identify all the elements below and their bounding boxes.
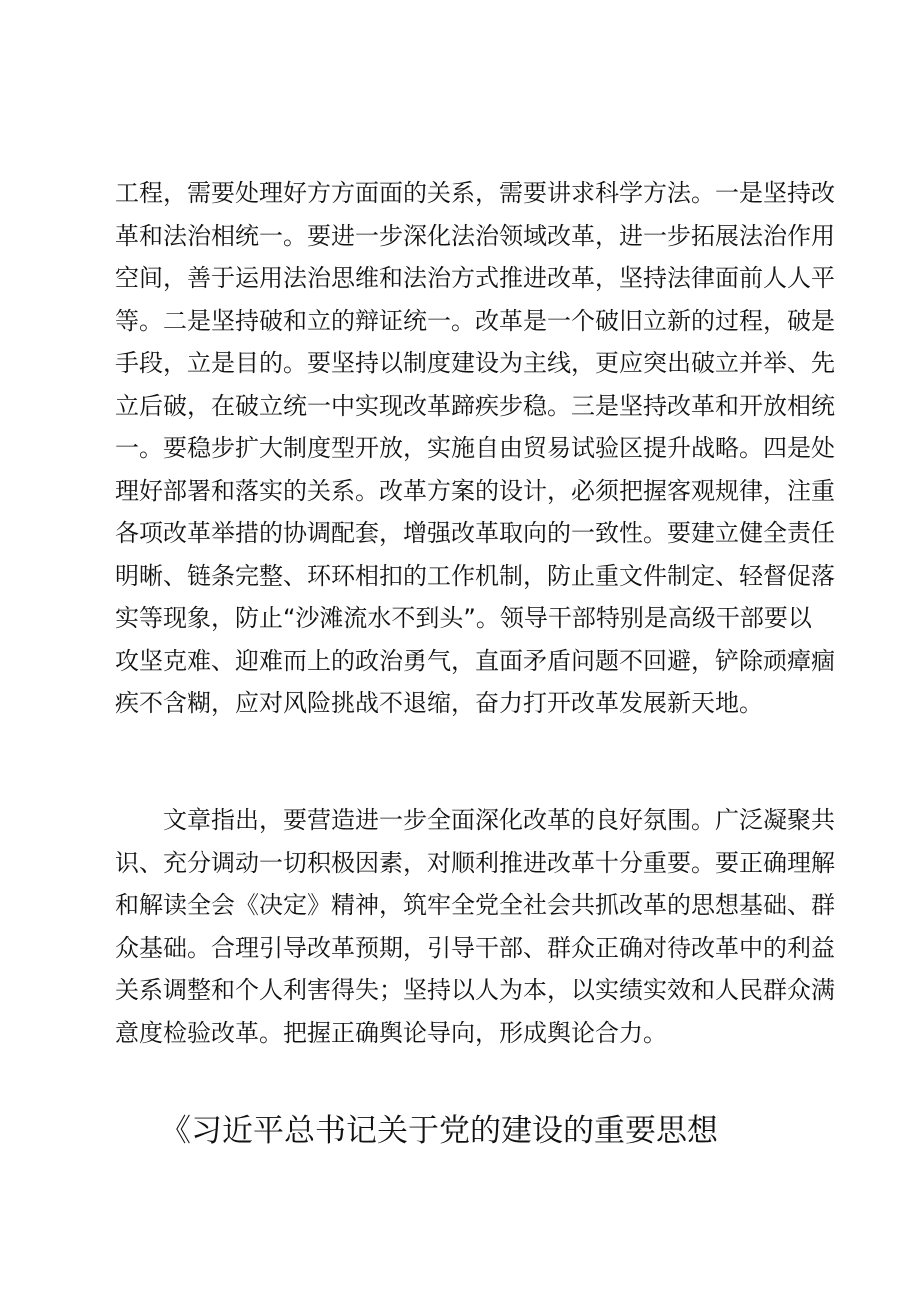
- body-paragraph-2: [115, 799, 835, 1054]
- text-line: 等。二是坚持破和立的辩证统一。改革是一个破旧立新的过程，破是: [115, 306, 835, 335]
- text-line: 关系调整和个人利害得失；坚持以人为本，以实绩实效和人民群众满: [115, 976, 835, 1004]
- text-line: 众基础。合理引导改革预期，引导干部、群众正确对待改革中的利益: [115, 933, 835, 962]
- text-line: 各项改革举措的协调配套，增强改革取向的一致性。要建立健全责任: [115, 519, 835, 547]
- text-line: 空间，善于运用法治思维和法治方式推进改革，坚持法律面前人人平: [115, 264, 835, 292]
- text-line: 立后破，在破立统一中实现改革蹄疾步稳。三是坚持改革和开放相统: [115, 391, 835, 420]
- text-line: 识、充分调动一切积极因素，对顺利推进改革十分重要。要正确理解: [115, 848, 835, 877]
- text-line: 理好部署和落实的关系。改革方案的设计，必须把握客观规律，注重: [115, 476, 835, 505]
- text-line: 实等现象，防止“沙滩流水不到头”。领导干部特别是高级干部要以: [115, 604, 812, 632]
- text-line: 革和法治相统一。要进一步深化法治领域改革，进一步拓展法治作用: [115, 221, 835, 250]
- text-line: 疾不含糊，应对风险挑战不退缩，奋力打开改革发展新天地。: [115, 689, 763, 717]
- text-line: 明晰、链条完整、环环相扣的工作机制，防止重文件制定、轻督促落: [115, 561, 835, 590]
- text-line: 工程，需要处理好方方面面的关系，需要讲求科学方法。一是坚持改: [115, 179, 835, 207]
- text-line: 一。要稳步扩大制度型开放，实施自由贸易试验区提升战略。四是处: [115, 434, 835, 462]
- body-paragraph-1: [115, 172, 835, 725]
- text-line: 攻坚克难、迎难而上的政治勇气，直面矛盾问题不回避，铲除顽瘴痼: [115, 646, 835, 675]
- section-heading: 《习近平总书记关于党的建设的重要思想: [160, 1113, 718, 1149]
- text-line: 手段，立是目的。要坚持以制度建设为主线，更应突出破立并举、先: [115, 349, 835, 377]
- text-line: 意度检验改革。把握正确舆论导向，形成舆论合力。: [115, 1018, 667, 1047]
- text-line: 文章指出，要营造进一步全面深化改革的良好氛围。广泛凝聚共: [163, 806, 835, 834]
- text-line: 和解读全会《决定》精神，筑牢全党全社会共抓改革的思想基础、群: [115, 891, 835, 919]
